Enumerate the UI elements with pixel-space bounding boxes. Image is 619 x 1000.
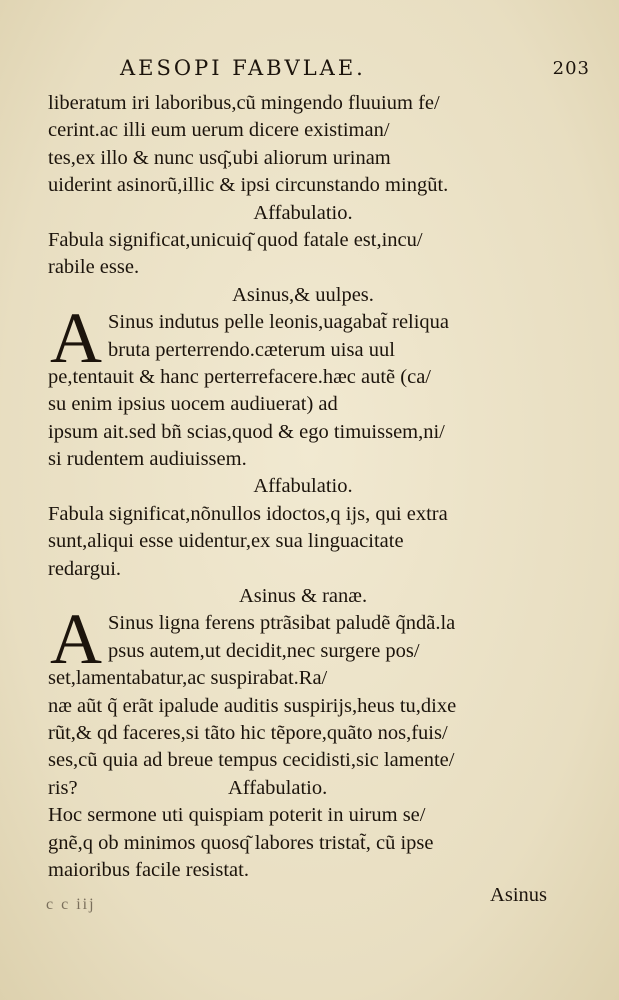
page-number: 203 — [552, 58, 590, 79]
drop-initial: A — [50, 599, 102, 680]
section-heading: Affabulatio. — [253, 201, 353, 224]
text-line: psus autem,ut decidit,nec surgere pos/ — [108, 639, 420, 662]
text-line: si rudentem audiuissem. — [48, 448, 247, 471]
running-header — [120, 56, 590, 84]
text-line: redargui. — [48, 557, 122, 580]
text-line: ses,cũ quia ad breue tempus cecidisti,sic lamente/ — [48, 749, 455, 772]
text-line: Fabula significat,nõnullos idoctos,q ijs, qui extra — [48, 502, 448, 525]
text-line: tes,ex illo & nunc usq͂,ubi aliorum urinam — [48, 146, 391, 169]
catchword: Asinus — [490, 884, 547, 906]
text-line: rabile esse. — [48, 256, 140, 279]
drop-initial: A — [50, 298, 102, 379]
mixed-line — [48, 775, 558, 802]
text-line: Hoc sermone uti quispiam poterit in uirum se/ — [48, 804, 426, 827]
text-line: cerint.ac illi eum uerum dicere existiman/ — [48, 119, 390, 142]
running-title: AESOPI FABVLAE. — [120, 56, 366, 80]
text-line: sunt,aliqui esse uidentur,ex sua linguacitate — [48, 530, 404, 553]
text-line: Sinus ligna ferens ptrãsibat paludẽ q̃ndã.la — [108, 612, 456, 635]
text-line: uiderint asinorũ,illic & ipsi circunstando mingũt. — [48, 174, 449, 197]
text-line: pe,tentauit & hanc perterrefacere.hæc autẽ (ca/ — [48, 365, 432, 388]
text-line: Fabula significat,unicuiq͂ quod fatale est,incu/ — [48, 228, 423, 251]
text-line: rũt,& qd faceres,si tãto hic tẽpore,quãto nos,fuis/ — [48, 721, 448, 744]
text-line: Sinus indutus pelle leonis,uagabat̃ reliqua — [108, 311, 450, 334]
section-heading: Affabulatio. — [228, 776, 328, 799]
section-heading: Affabulatio. — [253, 475, 353, 498]
text-line: næ aũt q̃ erãt ipalude auditis suspirijs,heus tu,dixe — [48, 694, 457, 717]
signature-mark: c c iij — [46, 896, 96, 913]
text-line: set,lamentabatur,ac suspirabat.Ra/ — [48, 667, 328, 690]
text-line: su enim ipsius uocem audiuerat) ad — [48, 393, 338, 416]
text-line: ipsum ait.sed bñ scias,quod & ego timuissem,ni/ — [48, 420, 445, 443]
text-line: bruta perterrendo.cæterum uisa uul — [108, 338, 395, 361]
fable-title: Asinus & ranæ. — [238, 585, 368, 608]
text-line: gnẽ,q ob minimos quosq͂ labores tristat̃, cũ ipse — [48, 831, 434, 854]
text-line: liberatum iri laboribus,cũ mingendo fluuium fe/ — [48, 92, 440, 114]
text-line: maioribus facile resistat. — [48, 858, 249, 881]
fable-title: Asinus,& uulpes. — [232, 283, 374, 306]
body-text — [48, 90, 558, 884]
text-fragment: ris? — [48, 776, 78, 799]
